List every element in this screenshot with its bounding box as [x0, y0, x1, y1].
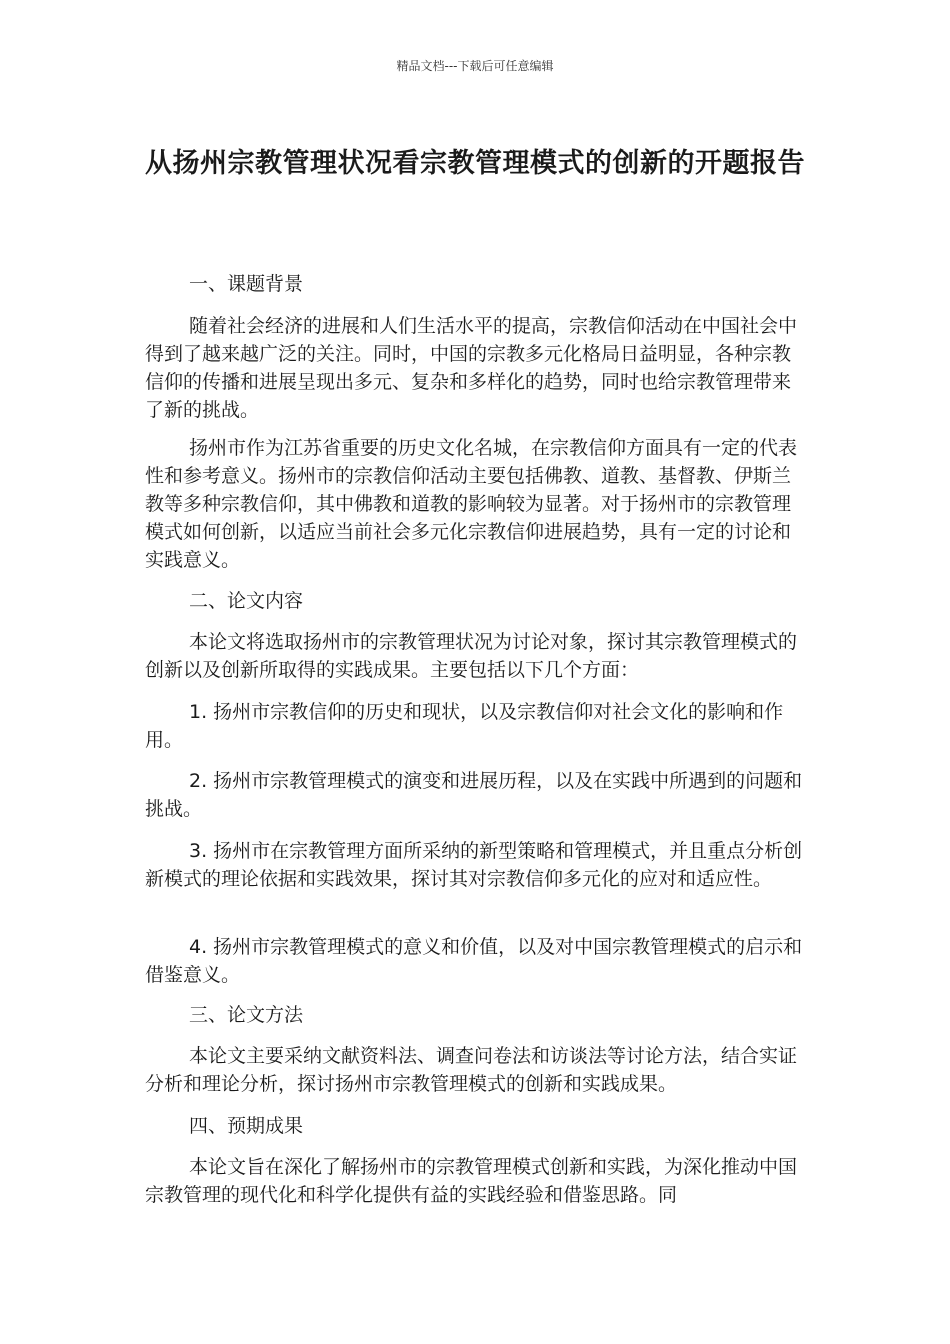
section-heading-results: 四、预期成果 — [189, 1115, 304, 1137]
list-item: 3. 扬州市在宗教管理方面所采纳的新型策略和管理模式，并且重点分析创新模式的理论依据和实践效果，探讨其对宗教信仰多元化的应对和适应性。 — [145, 840, 803, 890]
paragraph: 本论文主要采纳文献资料法、调查问卷法和访谈法等讨论方法，结合实证分析和理论分析，探讨扬州市宗教管理模式的创新和实践成果。 — [145, 1045, 798, 1095]
paragraph: 扬州市作为江苏省重要的历史文化名城，在宗教信仰方面具有一定的代表性和参考意义。扬州市的宗教信仰活动主要包括佛教、道教、基督教、伊斯兰教等多种宗教信仰，其中佛教和道教的影响较为显著。对于扬州市的宗教管理模式如何创新，以适应当前社会多元化宗教信仰进展趋势，具有一定的讨论和实践意义。 — [145, 437, 798, 571]
section-heading-method: 三、论文方法 — [189, 1004, 304, 1026]
list-item: 1. 扬州市宗教信仰的历史和现状，以及宗教信仰对社会文化的影响和作用。 — [145, 701, 784, 751]
paragraph: 本论文旨在深化了解扬州市的宗教管理模式创新和实践，为深化推动中国宗教管理的现代化和科学化提供有益的实践经验和借鉴思路。同 — [145, 1156, 798, 1206]
paragraph: 随着社会经济的进展和人们生活水平的提高，宗教信仰活动在中国社会中得到了越来越广泛的关注。同时，中国的宗教多元化格局日益明显，各种宗教信仰的传播和进展呈现出多元、复杂和多样化的趋势，同时也给宗教管理带来了新的挑战。 — [145, 315, 798, 421]
page-header-note: 精品文档---下载后可任意编辑 — [396, 59, 554, 73]
list-item: 4. 扬州市宗教管理模式的意义和价值，以及对中国宗教管理模式的启示和借鉴意义。 — [145, 936, 803, 986]
section-heading-background: 一、课题背景 — [189, 273, 304, 295]
section-heading-content: 二、论文内容 — [189, 590, 304, 612]
document-title: 从扬州宗教管理状况看宗教管理模式的创新的开题报告 — [145, 148, 805, 179]
list-item: 2. 扬州市宗教管理模式的演变和进展历程，以及在实践中所遇到的问题和挑战。 — [145, 770, 803, 820]
paragraph: 本论文将选取扬州市的宗教管理状况为讨论对象，探讨其宗教管理模式的创新以及创新所取得的实践成果。主要包括以下几个方面： — [145, 631, 798, 681]
